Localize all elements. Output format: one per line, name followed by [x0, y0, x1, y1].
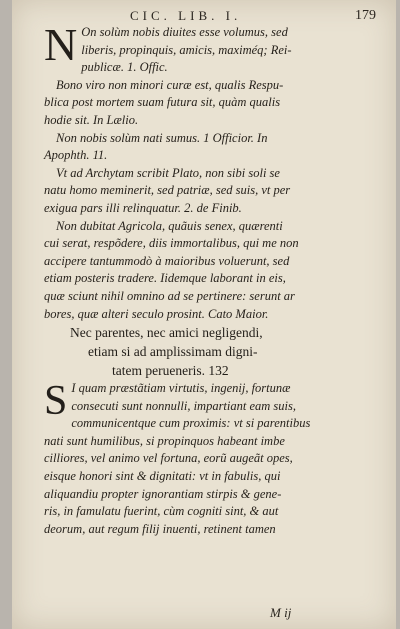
verse-line: Nec parentes, nec amici negligendi,	[70, 325, 263, 341]
text-line: Non dubitat Agricola, quãuis senex, quærenti	[56, 218, 283, 233]
text-line: eisque honori sint & dignitati: vt in fabulis, qui	[44, 469, 281, 484]
text-line: cui serat, respõdere, diis immortalibus, qui me non	[44, 236, 299, 251]
verse-line: tatem perueneris. 132	[112, 363, 229, 379]
text-line: Apophth. 11.	[44, 148, 108, 163]
signature-mark: M ij	[270, 605, 292, 620]
text-line: bores, quæ alteri seculo prosint. Cato Maior.	[44, 306, 269, 321]
drop-initial: N	[44, 19, 78, 70]
text-line: Bono viro non minori curæ est, qualis Respu-	[56, 77, 284, 92]
text-line: publicæ. 1. Offic.	[81, 60, 168, 75]
paragraph-5	[44, 218, 372, 324]
verse-line: etiam si ad amplissimam digni-	[88, 344, 258, 360]
text-line: ris, in famulatu fuerint, cùm cogniti sint, & aut	[44, 504, 279, 519]
verse-block	[44, 323, 372, 380]
text-line: communicentque cum proximis: vt si parentibus	[71, 416, 311, 431]
text-line: exigua pars illi relinquatur. 2. de Finib.	[44, 200, 242, 215]
text-line: quæ sciunt nihil omnino ad se pertinere: serunt ar	[44, 288, 295, 303]
drop-initial: S	[44, 378, 68, 425]
text-line: Non nobis solùm nati sumus. 1 Officior. In	[56, 130, 268, 145]
page-text	[44, 19, 372, 538]
text-line: etiam posteris tradere. Iidemque laborant in eis,	[44, 271, 286, 286]
text-line: natu homo meminerit, sed patriæ, sed suis, vt per	[44, 183, 291, 198]
text-line: On solùm nobis diuites esse volumus, sed	[81, 25, 288, 39]
text-line: cilliores, vel animo vel fortuna, eorũ augeãt opes,	[44, 451, 293, 466]
paragraph-4	[44, 165, 372, 218]
text-line: blica post mortem suam futura sit, quàm qualis	[44, 95, 281, 110]
paragraph-6	[44, 380, 372, 538]
text-line: I quam præstãtiam virtutis, ingenij, fortunæ	[71, 381, 291, 396]
text-line: hodie sit. In Lælio.	[44, 112, 139, 127]
page-number: 179	[355, 8, 376, 23]
text-line: accipere tantummodò à maioribus voluerunt, sed	[44, 253, 290, 268]
book-page	[12, 0, 396, 629]
text-line: liberis, propinquis, amicis, maximéq; Rei-	[81, 42, 292, 57]
text-line: aliquandiu propter ignorantiam stirpis & gene-	[44, 486, 282, 501]
text-line: deorum, aut regum filij inuenti, retinent tamen	[44, 521, 276, 536]
text-line: consecuti sunt nonnulli, impartiant eam suis,	[71, 398, 297, 413]
paragraph-2	[44, 77, 372, 130]
text-line: Vt ad Archytam scribit Plato, non sibi soli se	[56, 165, 280, 180]
text-line: nati sunt humilibus, si propinquos habeant imbe	[44, 433, 285, 448]
paragraph-1	[44, 19, 372, 77]
paragraph-3	[44, 130, 372, 165]
running-title: CIC. LIB. I.	[130, 8, 242, 23]
